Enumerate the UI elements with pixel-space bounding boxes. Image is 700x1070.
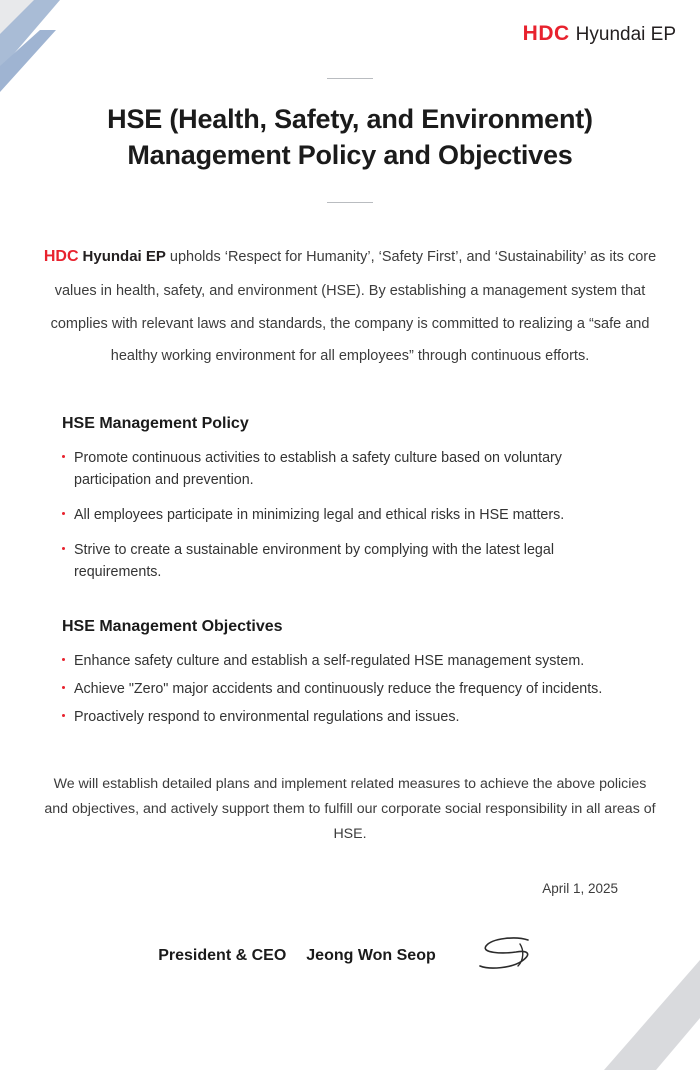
- company-logo: [523, 22, 676, 46]
- signature-icon: [472, 934, 542, 978]
- list-item: Strive to create a sustainable environment by complying with the latest legal requirements.: [60, 539, 640, 583]
- list-item: All employees participate in minimizing legal and ethical risks in HSE matters.: [60, 504, 640, 526]
- section-heading-objectives: HSE Management Objectives: [62, 617, 283, 635]
- signature-name: Jeong Won Seop: [306, 946, 436, 964]
- section-hse-management-objectives: [60, 618, 640, 728]
- signature-title: President & CEO: [158, 946, 287, 964]
- list-item: Enhance safety culture and establish a self-regulated HSE management system.: [60, 650, 640, 672]
- objectives-list: [60, 650, 640, 728]
- intro-text: upholds ‘Respect for Humanity’, ‘Safety First’, and ‘Sustainability’ as its core values in health, safety, and environment (HSE). By establishing a management system that complies with relevant laws and standards, the company is committed to realizing a “safe and healthy working environment for all employees” through continuous efforts.: [50, 248, 657, 365]
- intro-hdc-logo-name: Hyundai EP: [82, 247, 166, 265]
- list-item: Promote continuous activities to establish a safety culture based on voluntary participation and prevention.: [60, 447, 640, 491]
- intro-paragraph: [30, 239, 670, 373]
- section-hse-management-policy: [60, 415, 640, 584]
- closing-statement: We will establish detailed plans and implement related measures to achieve the above policies and objectives, and actively support them to fulfill our corporate social responsibility in all areas of HSE.: [44, 776, 656, 842]
- signature-block: [0, 934, 700, 978]
- hdc-logo-name: Hyundai EP: [575, 24, 676, 45]
- list-item: Proactively respond to environmental regulations and issues.: [60, 706, 640, 728]
- list-item: Achieve "Zero" major accidents and continuously reduce the frequency of incidents.: [60, 678, 640, 700]
- policy-list: [60, 447, 640, 584]
- section-heading-policy: HSE Management Policy: [62, 414, 249, 432]
- intro-hdc-logo-mark: HDC: [43, 247, 79, 265]
- divider-top: [327, 78, 373, 79]
- document-date: April 1, 2025: [542, 880, 618, 896]
- page-title: HSE (Health, Safety, and Environment) Management Policy and Objectives: [107, 104, 593, 171]
- divider-below-title: [327, 202, 373, 203]
- hdc-logo-mark: HDC: [522, 22, 570, 45]
